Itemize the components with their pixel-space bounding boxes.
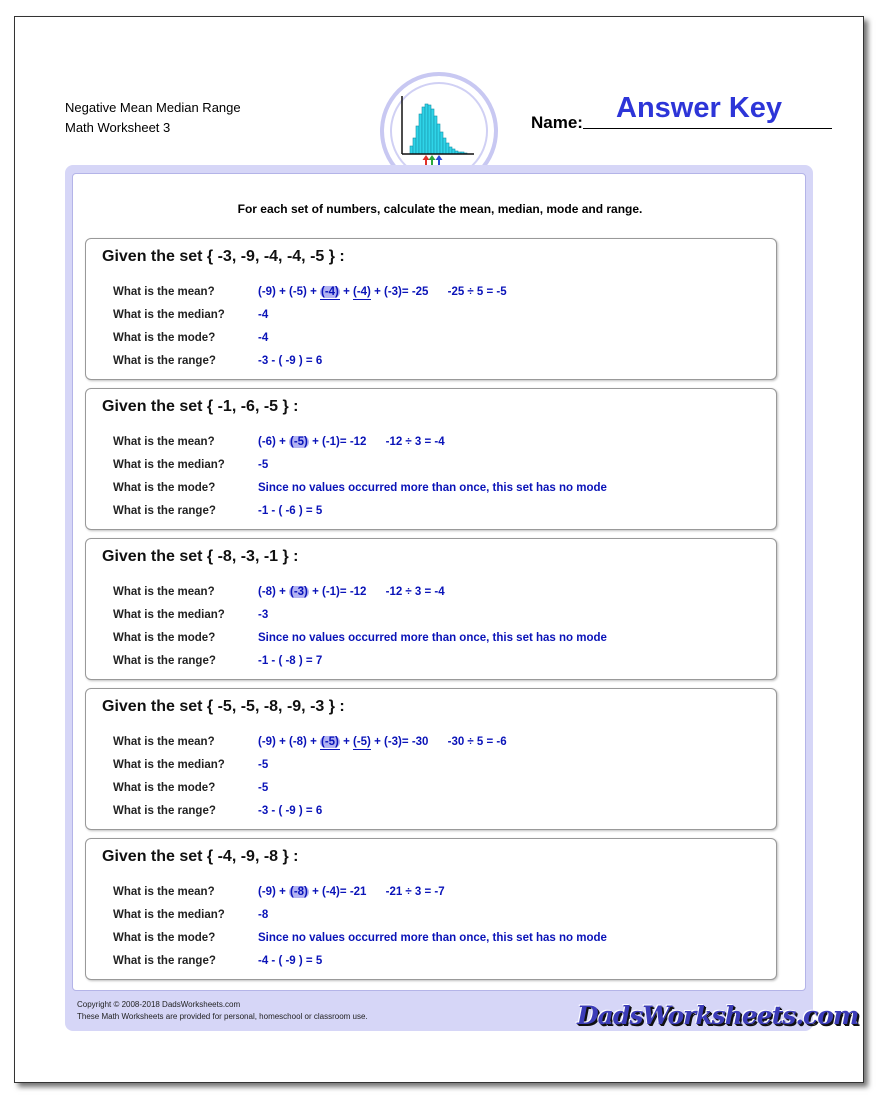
worksheet-body bbox=[72, 173, 806, 991]
problem-title: Given the set { -5, -5, -8, -9, -3 } : bbox=[102, 698, 345, 715]
mean-term: (-9) bbox=[258, 886, 276, 898]
mean-term: (-8) bbox=[289, 736, 307, 748]
name-line bbox=[583, 128, 832, 129]
mean-answer: (-9) + (-8) + (-5) + (-5) + (-3)= -30 -30 ÷ 5 = -6 bbox=[258, 736, 507, 748]
instructions: For each set of numbers, calculate the mean, median, mode and range. bbox=[237, 202, 643, 216]
mode-underline bbox=[320, 286, 340, 300]
problem-title: Given the set { -1, -6, -5 } : bbox=[102, 398, 299, 415]
mean-term: (-1) bbox=[322, 586, 340, 598]
mode-question: What is the mode? bbox=[113, 482, 216, 494]
median-question: What is the median? bbox=[113, 459, 225, 471]
mode-question: What is the mode? bbox=[113, 782, 216, 794]
mean-question: What is the mean? bbox=[113, 436, 215, 448]
median-circle: (-4) bbox=[321, 286, 339, 298]
name-label: Name: bbox=[531, 113, 583, 132]
range-answer: -4 - ( -9 ) = 5 bbox=[258, 955, 323, 967]
mean-sum: -12 bbox=[349, 586, 367, 598]
mean-term: (-5) bbox=[353, 736, 371, 748]
median-answer: -4 bbox=[258, 309, 269, 321]
mean-question: What is the mean? bbox=[113, 886, 215, 898]
mean-term: (-8) bbox=[258, 586, 276, 598]
problem-box bbox=[85, 688, 777, 830]
worksheet-page bbox=[14, 16, 864, 1083]
mean-term: (-4) bbox=[322, 886, 340, 898]
mean-term: (-9) bbox=[258, 286, 276, 298]
range-question: What is the range? bbox=[113, 505, 216, 517]
answer-key-text: Answer Key bbox=[616, 92, 783, 124]
range-question: What is the range? bbox=[113, 955, 216, 967]
problem-box bbox=[85, 838, 777, 980]
median-answer: -5 bbox=[258, 759, 269, 771]
problem-title: Given the set { -8, -3, -1 } : bbox=[102, 548, 299, 565]
worksheet-title-line1: Negative Mean Median Range bbox=[65, 100, 241, 115]
mode-answer: Since no values occurred more than once, this set has no mode bbox=[258, 632, 607, 644]
usage-notice: These Math Worksheets are provided for personal, homeschool or classroom use. bbox=[77, 1012, 368, 1021]
problem-box bbox=[85, 238, 777, 380]
mean-division: -12 ÷ 3 = -4 bbox=[385, 586, 445, 598]
mode-underline bbox=[320, 736, 340, 750]
mean-division: -30 ÷ 5 = -6 bbox=[447, 736, 507, 748]
mode-answer: Since no values occurred more than once, this set has no mode bbox=[258, 482, 607, 494]
range-answer: -3 - ( -9 ) = 6 bbox=[258, 355, 323, 367]
median-circle: (-5) bbox=[321, 736, 339, 748]
brand-logo[interactable]: DadsWorksheets.com bbox=[577, 1001, 859, 1030]
mean-question: What is the mean? bbox=[113, 586, 215, 598]
worksheet-frame bbox=[65, 165, 859, 1031]
histogram-icon bbox=[398, 94, 480, 170]
problem-title: Given the set { -3, -9, -4, -4, -5 } : bbox=[102, 248, 345, 265]
median-answer: -3 bbox=[258, 609, 269, 621]
range-answer: -3 - ( -9 ) = 6 bbox=[258, 805, 323, 817]
mode-answer: -4 bbox=[258, 332, 269, 344]
mode-question: What is the mode? bbox=[113, 332, 216, 344]
problem-title: Given the set { -4, -9, -8 } : bbox=[102, 848, 299, 865]
mean-question: What is the mean? bbox=[113, 286, 215, 298]
mean-sum: -25 bbox=[411, 286, 429, 298]
median-question: What is the median? bbox=[113, 609, 225, 621]
mean-answer: (-9) + (-5) + (-4) + (-4) + (-3)= -25 -25 ÷ 5 = -5 bbox=[258, 286, 507, 298]
mean-question: What is the mean? bbox=[113, 736, 215, 748]
mean-answer: (-9) + (-8) + (-4)= -21 -21 ÷ 3 = -7 bbox=[258, 886, 445, 898]
mean-term: (-3) bbox=[384, 286, 402, 298]
mean-term: (-3) bbox=[384, 736, 402, 748]
median-question: What is the median? bbox=[113, 759, 225, 771]
mode-answer: -5 bbox=[258, 782, 269, 794]
median-answer: -5 bbox=[258, 459, 269, 471]
range-question: What is the range? bbox=[113, 655, 216, 667]
mode-question: What is the mode? bbox=[113, 932, 216, 944]
mean-sum: -21 bbox=[349, 886, 367, 898]
mean-sum: -12 bbox=[349, 436, 367, 448]
range-answer: -1 - ( -6 ) = 5 bbox=[258, 505, 323, 517]
mean-answer: (-6) + (-5) + (-1)= -12 -12 ÷ 3 = -4 bbox=[258, 436, 445, 448]
mean-term: (-9) bbox=[258, 736, 276, 748]
mode-question: What is the mode? bbox=[113, 632, 216, 644]
copyright-line: Copyright © 2008-2018 DadsWorksheets.com bbox=[77, 1000, 241, 1009]
worksheet-title bbox=[65, 98, 241, 138]
median-circle: (-5) bbox=[290, 436, 308, 448]
median-question: What is the median? bbox=[113, 309, 225, 321]
mean-sum: -30 bbox=[411, 736, 429, 748]
problem-box bbox=[85, 538, 777, 680]
median-question: What is the median? bbox=[113, 909, 225, 921]
mode-answer: Since no values occurred more than once, this set has no mode bbox=[258, 932, 607, 944]
worksheet-title-line2: Math Worksheet 3 bbox=[65, 120, 171, 135]
mean-answer: (-8) + (-3) + (-1)= -12 -12 ÷ 3 = -4 bbox=[258, 586, 445, 598]
median-circle: (-3) bbox=[290, 586, 308, 598]
median-answer: -8 bbox=[258, 909, 269, 921]
problem-box bbox=[85, 388, 777, 530]
range-question: What is the range? bbox=[113, 805, 216, 817]
mean-division: -25 ÷ 5 = -5 bbox=[447, 286, 507, 298]
mean-division: -21 ÷ 3 = -7 bbox=[385, 886, 445, 898]
mean-term: (-1) bbox=[322, 436, 340, 448]
mean-term: (-6) bbox=[258, 436, 276, 448]
mean-term: (-4) bbox=[353, 286, 371, 298]
footer-copyright bbox=[77, 999, 368, 1023]
mean-division: -12 ÷ 3 = -4 bbox=[385, 436, 445, 448]
range-answer: -1 - ( -8 ) = 7 bbox=[258, 655, 323, 667]
range-question: What is the range? bbox=[113, 355, 216, 367]
median-circle: (-8) bbox=[290, 886, 308, 898]
mean-term: (-5) bbox=[289, 286, 307, 298]
